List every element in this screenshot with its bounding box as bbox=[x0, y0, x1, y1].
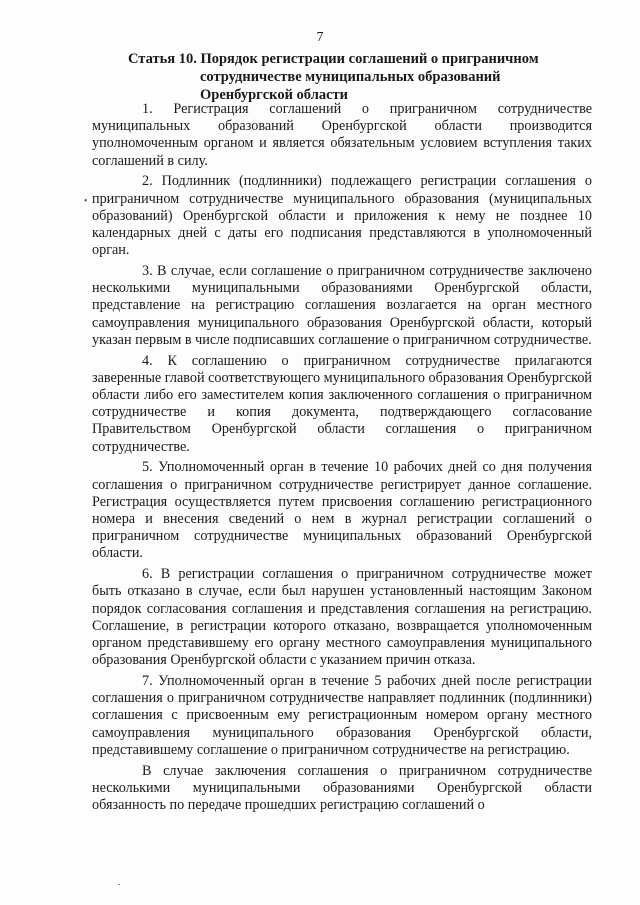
article-heading-line-1: Статья 10. Порядок регистрации соглашений о приграничном bbox=[128, 51, 539, 67]
article-heading bbox=[128, 50, 598, 104]
article-heading-line-2: сотрудничестве муниципальных образований bbox=[200, 69, 501, 85]
paragraph-6: 6. В регистрации соглашения о приграничном сотрудничестве может быть отказано в случае, если был нарушен установленный настоящим Законом порядок согласования соглашения и представления соглашения на регистрацию. Соглашение, в регистрации которого отказано, возвращается уполномоченным органом представившему его органу местного самоуправления муниципального образования Оренбургской области с указанием причин отказа. bbox=[92, 566, 592, 669]
paragraph-2: 2. Подлинник (подлинники) подлежащего регистрации соглашения о приграничном сотрудничестве муниципального образования (муниципальных образований) Оренбургской области и приложения к нему не позднее 10 календарных дней с даты его подписания представляются в уполномоченный орган. bbox=[92, 173, 592, 259]
paragraph-7: 7. Уполномоченный орган в течение 5 рабочих дней после регистрации соглашения о приграничном сотрудничестве направляет подлинник (подлинники) соглашения с присвоенным ему регистрационным номером органу местного самоуправления муниципального образования Оренбургской области, представившему соглашение о приграничном сотрудничестве на регистрацию. bbox=[92, 673, 592, 758]
article-heading-line-3: Оренбургской области bbox=[200, 87, 348, 103]
paragraph-8: В случае заключения соглашения о приграничном сотрудничестве несколькими муниципальными образованиями Оренбургской области обязанность по передаче прошедших регистрацию соглашений о bbox=[92, 762, 592, 814]
article-body bbox=[92, 101, 592, 818]
page-number: 7 bbox=[316, 30, 324, 45]
paragraph-5: 5. Уполномоченный орган в течение 10 рабочих дней со дня получения соглашения о приграничном сотрудничестве регистрирует данное соглашение. Регистрация осуществляется путем присвоения соглашению регистрационного номера и внесения сведений о нем в журнал регистрации соглашений о приграничном сотрудничестве муниципальных образований Оренбургской области. bbox=[92, 459, 592, 562]
scan-mark: • bbox=[84, 196, 88, 207]
scan-speck bbox=[118, 884, 120, 885]
paragraph-4: 4. К соглашению о приграничном сотрудничестве прилагаются заверенные главой соответствующего муниципального образования Оренбургской области либо его заместителем копия заключенного соглашения о приграничном сотрудничестве и копия документа, подтверждающего согласование Правительством Оренбургской области соглашения о приграничном сотрудничестве. bbox=[92, 352, 592, 455]
paragraph-3: 3. В случае, если соглашение о приграничном сотрудничестве заключено несколькими муниципальными образованиями Оренбургской области, представление на регистрацию соглашения возлагается на орган местного самоуправления муниципального образования Оренбургской области, который указан первым в числе подписавших соглашение о приграничном сотрудничестве. bbox=[92, 263, 592, 348]
paragraph-1: 1. Регистрация соглашений о приграничном сотрудничестве муниципальных образований Оренбургской области производится уполномоченным органом и является обязательным условием вступления таких соглашений в силу. bbox=[92, 101, 592, 169]
